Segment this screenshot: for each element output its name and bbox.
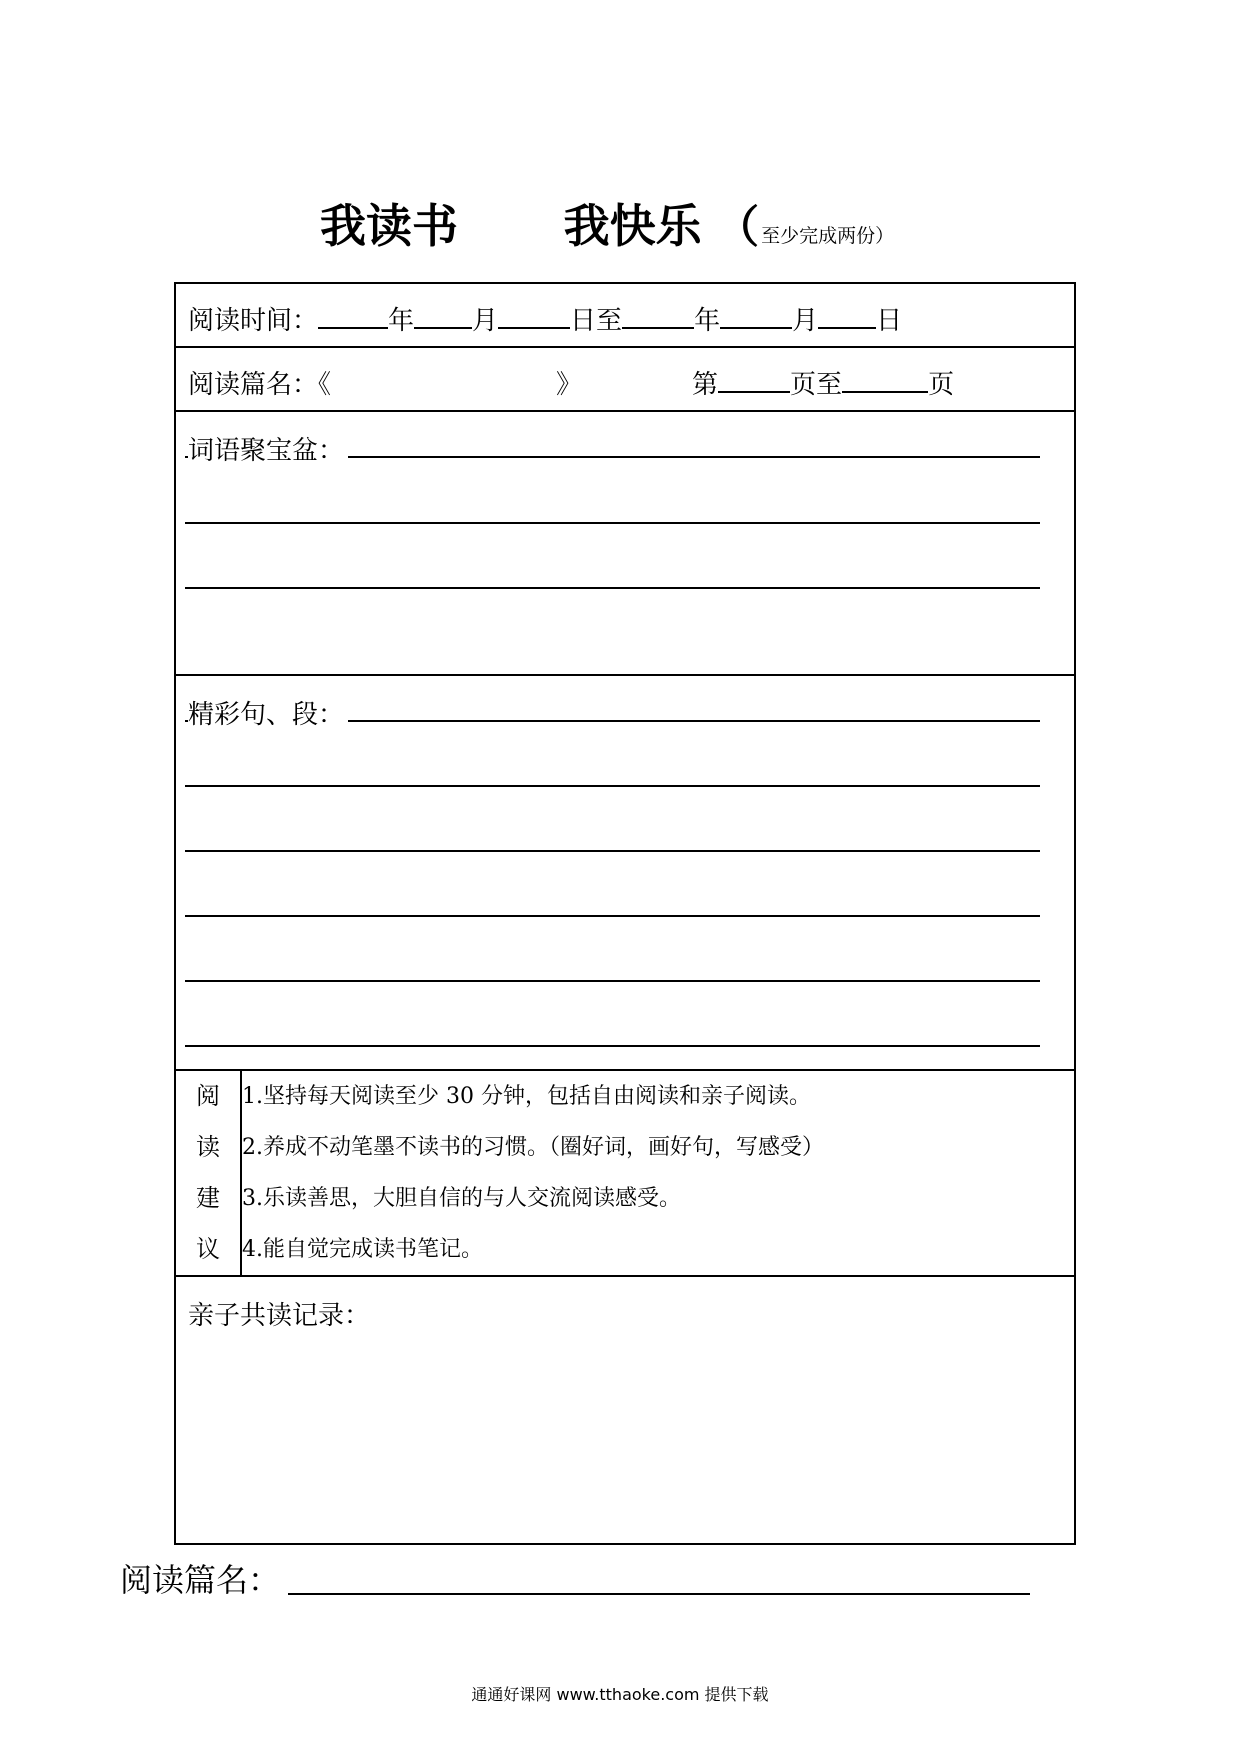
bottom-reading-title-line[interactable] [288, 1593, 1030, 1595]
advice-label-char: 议 [196, 1235, 220, 1263]
reading-record-form [174, 282, 1076, 1545]
title-paren-open: （ [715, 202, 760, 253]
advice-item: 2.养成不动笔墨不读书的习惯。（圈好词，画好句，写感受） [242, 1135, 824, 1160]
reading-time-row [175, 283, 1075, 347]
parent-record-area[interactable] [175, 1276, 1075, 1544]
vocab-label: 词语聚宝盆： [188, 430, 348, 467]
parent-record-label: 亲子共读记录： [188, 1295, 374, 1332]
year-label: 年 [388, 306, 415, 336]
day-to-label: 日至 [570, 306, 623, 336]
advice-list [241, 1070, 1075, 1276]
page-to-label: 页至 [790, 370, 843, 400]
page-suffix: 页 [928, 370, 955, 400]
sentences-row [175, 675, 1075, 1070]
start-month-blank[interactable] [414, 303, 472, 329]
end-day-blank[interactable] [818, 303, 876, 329]
sentence-line[interactable] [185, 1045, 1040, 1047]
end-page-blank[interactable] [842, 367, 928, 393]
start-day-blank[interactable] [498, 303, 570, 329]
advice-label [175, 1070, 241, 1276]
end-year-blank[interactable] [622, 303, 694, 329]
page-prefix: 第 [692, 370, 719, 400]
advice-row [175, 1070, 1075, 1276]
title-paren-close: ） [875, 225, 895, 247]
end-month-blank[interactable] [720, 303, 792, 329]
bottom-reading-title-label: 阅读篇名： [120, 1561, 281, 1599]
sentence-line[interactable] [185, 915, 1040, 917]
day-label-2: 日 [876, 306, 903, 336]
advice-label-char: 阅 [196, 1082, 220, 1110]
page-title [320, 190, 895, 253]
advice-label-char: 建 [196, 1184, 220, 1212]
title-note: 至少完成两份 [761, 225, 876, 247]
advice-item: 4.能自觉完成读书笔记。 [242, 1237, 483, 1262]
start-year-blank[interactable] [318, 303, 388, 329]
reading-title-row [175, 347, 1075, 411]
sentences-label: 精彩句、段： [188, 694, 348, 731]
vocab-row [175, 411, 1075, 675]
parent-record-row [175, 1276, 1075, 1544]
reading-time-label: 阅读时间： [188, 306, 319, 336]
start-page-blank[interactable] [718, 367, 790, 393]
vocab-line[interactable] [185, 587, 1040, 589]
advice-label-char: 读 [196, 1133, 220, 1161]
year-label-2: 年 [694, 306, 721, 336]
month-label: 月 [472, 306, 499, 336]
vocab-line[interactable] [185, 522, 1040, 524]
footer-text: 通通好课网 www.tthaoke.com 提供下载 [471, 1685, 769, 1704]
advice-item: 3.乐读善思，大胆自信的与人交流阅读感受。 [242, 1186, 681, 1211]
title-part1: 我读书 [320, 199, 458, 253]
month-label-2: 月 [792, 306, 819, 336]
book-title-close: 》 [556, 370, 583, 400]
title-part2: 我快乐 [563, 199, 702, 253]
advice-item: 1.坚持每天阅读至少 30 分钟，包括自由阅读和亲子阅读。 [242, 1084, 811, 1109]
sentence-line[interactable] [185, 980, 1040, 982]
sentence-line[interactable] [185, 850, 1040, 852]
sentence-line[interactable] [185, 785, 1040, 787]
reading-title-label: 阅读篇名：《 [188, 370, 332, 400]
